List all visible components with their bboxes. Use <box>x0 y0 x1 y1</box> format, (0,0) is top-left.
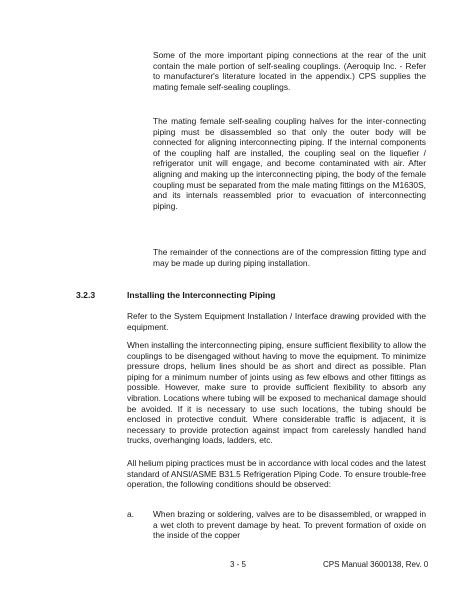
list-item-label: a. <box>127 509 134 519</box>
section-title: Installing the Interconnecting Piping <box>127 290 276 300</box>
paragraph-female-coupling-halves: The mating female self-sealing coupling halves for the inter-connecting piping must be disassembled so that only the outer body will be connected for aligning interconnecting piping. If the internal components of the coupling half are installed, the coupling seal on the liquefier / refrigerator unit will engage, and become contaminated with air. After aligning and making up the interconnecting piping, the body of the female coupling must be separated from the male mating fittings on the M1630S, and its internals reassembled prior to evacuation of interconnecting piping. <box>153 116 426 211</box>
paragraph-helium-piping-practices: All helium piping practices must be in accordance with local codes and the latest standard of ANSI/ASME B31.5 Refrigeration Piping Code. To ensure trouble-free operation, the following conditions should be observed: <box>127 458 426 490</box>
paragraph-installing-piping: When installing the interconnecting piping, ensure sufficient flexibility to allow the couplings to be disengaged without having to move the equipment. To minimize pressure drops, helium lines should be as short and direct as possible. Plan piping for a minimum number of joints using as few elbows and other fittings as possible. However, make sure to provide sufficient flexibility to absorb any vibration. Locations where tubing will be exposed to mechanical damage should be avoided. If it is necessary to use such locations, the tubing should be enclosed in protective conduit. Where considerable traffic is adjacent, it is necessary to provide protection against impact from carelessly handled hand trucks, overhanging loads, ladders, etc. <box>127 340 426 446</box>
paragraph-compression-fittings: The remainder of the connections are of the compression fitting type and may be made up during piping installation. <box>153 247 426 268</box>
section-number: 3.2.3 <box>76 290 96 300</box>
paragraph-refer-drawing: Refer to the System Equipment Installation / Interface drawing provided with the equipment. <box>127 311 426 332</box>
page-number: 3 - 5 <box>230 560 247 569</box>
paragraph-self-sealing-couplings: Some of the more important piping connections at the rear of the unit contain the male portion of self-sealing couplings. (Aeroquip Inc. - Refer to manufacturer's literature located in the appendix.) CPS supplies the mating female self-sealing couplings. <box>153 50 426 92</box>
manual-reference: CPS Manual 3600138, Rev. 0 <box>323 560 429 569</box>
list-item-text: When brazing or soldering, valves are to be disassembled, or wrapped in a wet cloth to prevent damage by heat. To prevent formation of oxide on the inside of the copper <box>153 509 426 541</box>
